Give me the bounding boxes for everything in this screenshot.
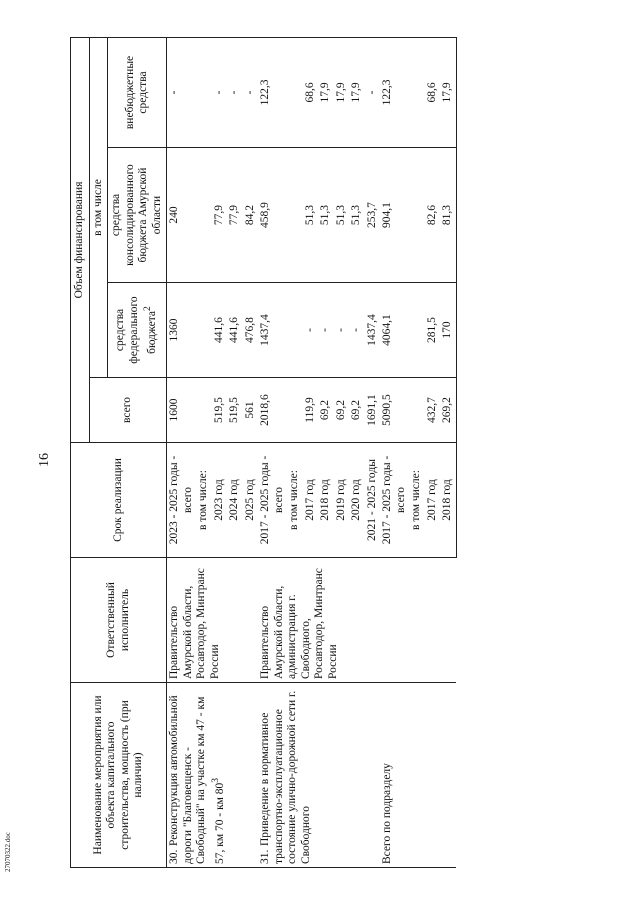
total-cell	[287, 378, 303, 443]
federal-cell: 170	[440, 283, 456, 378]
federal-cell	[287, 283, 303, 378]
regional-cell: 51,3	[349, 148, 365, 283]
period-cell: в том числе:	[196, 443, 212, 558]
extra-cell: 17,9	[440, 37, 456, 147]
total-cell: 119,9	[303, 378, 319, 443]
total-cell: 1691,1	[365, 378, 381, 443]
header-including: в том числе	[89, 37, 108, 377]
regional-cell: 77,9	[212, 148, 228, 283]
page-number: 16	[37, 453, 52, 467]
item-name-text: Всего по подразделу	[381, 763, 393, 864]
item-name	[380, 683, 456, 868]
table-row	[380, 37, 409, 867]
total-cell	[196, 378, 212, 443]
federal-cell: 4064,1	[380, 283, 409, 378]
extra-cell: -	[167, 37, 197, 147]
extra-cell: 122,3	[380, 37, 409, 147]
regional-cell: 904,1	[380, 148, 409, 283]
table-body	[167, 37, 457, 867]
funding-table-rotated	[70, 38, 570, 868]
period-cell: 2019 год	[334, 443, 350, 558]
header-funding: Объем финансирования	[71, 37, 90, 442]
period-cell: 2023 год	[212, 443, 228, 558]
item-number: 31.	[259, 849, 271, 864]
total-cell: 1600	[167, 378, 197, 443]
extra-cell	[196, 37, 212, 147]
total-cell: 561	[243, 378, 259, 443]
total-cell	[409, 378, 425, 443]
regional-cell: 253,7	[365, 148, 381, 283]
table-row	[258, 37, 287, 867]
regional-cell: 82,6	[425, 148, 441, 283]
federal-cell: 441,6	[227, 283, 243, 378]
header-extra: внебюджетные средства	[108, 37, 167, 147]
period-cell: 2017 год	[425, 443, 441, 558]
regional-cell: 51,3	[303, 148, 319, 283]
total-cell: 432,7	[425, 378, 441, 443]
extra-cell: -	[227, 37, 243, 147]
extra-cell	[409, 37, 425, 147]
federal-cell: -	[349, 283, 365, 378]
extra-cell: 68,6	[425, 37, 441, 147]
regional-cell: 81,3	[440, 148, 456, 283]
total-cell: 519,5	[212, 378, 228, 443]
federal-cell: -	[334, 283, 350, 378]
period-cell: 2018 год	[318, 443, 334, 558]
total-cell: 69,2	[334, 378, 350, 443]
period-cell: 2023 - 2025 годы - всего	[167, 443, 197, 558]
extra-cell: -	[243, 37, 259, 147]
federal-cell	[196, 283, 212, 378]
extra-cell: -	[212, 37, 228, 147]
period-cell: 2017 год	[303, 443, 319, 558]
regional-cell	[287, 148, 303, 283]
total-cell: 69,2	[349, 378, 365, 443]
regional-cell: 240	[167, 148, 197, 283]
period-cell: 2024 год	[227, 443, 243, 558]
federal-cell: 281,5	[425, 283, 441, 378]
period-cell: 2018 год	[440, 443, 456, 558]
footnote-ref: 3	[209, 777, 221, 783]
period-cell: в том числе:	[287, 443, 303, 558]
federal-cell: -	[303, 283, 319, 378]
item-name-text: Приведение в нормативное транспортно-эксплуатационное состояние улично-дорожной сети г. Свободного	[259, 690, 312, 864]
total-cell: 69,2	[318, 378, 334, 443]
item-name	[258, 683, 380, 868]
total-cell: 5090,5	[380, 378, 409, 443]
federal-cell: 476,8	[243, 283, 259, 378]
extra-cell	[287, 37, 303, 147]
federal-cell: 1437,4	[365, 283, 381, 378]
period-cell: 2025 год	[243, 443, 259, 558]
header-federal: средства федерального бюджета$^2$	[108, 283, 167, 378]
footer-filename: 27070322.doc	[4, 832, 12, 872]
total-cell: 269,2	[440, 378, 456, 443]
regional-cell	[409, 148, 425, 283]
extra-cell: 68,6	[303, 37, 319, 147]
header-total: всего	[89, 378, 167, 443]
regional-cell: 77,9	[227, 148, 243, 283]
period-cell: 2017 - 2025 годы - всего	[258, 443, 287, 558]
federal-cell: 1360	[167, 283, 197, 378]
federal-cell: 1437,4	[258, 283, 287, 378]
period-cell: 2021 - 2025 годы	[365, 443, 381, 558]
federal-cell: 441,6	[212, 283, 228, 378]
federal-cell	[409, 283, 425, 378]
period-cell: в том числе:	[409, 443, 425, 558]
header-name: Наименование мероприятия или объекта капитального строительства, мощность (при наличии)	[71, 683, 167, 868]
item-executor: Правительство Амурской области, Росавтодор, Минтранс России	[167, 558, 259, 683]
extra-cell: 17,9	[334, 37, 350, 147]
regional-cell: 84,2	[243, 148, 259, 283]
period-cell: 2017 - 2025 годы - всего	[380, 443, 409, 558]
regional-cell: 51,3	[318, 148, 334, 283]
header-executor: Ответственный исполнитель	[71, 558, 167, 683]
extra-cell: 122,3	[258, 37, 287, 147]
item-number: 30.	[168, 849, 180, 864]
total-cell: 519,5	[227, 378, 243, 443]
header-period: Срок реализации	[71, 443, 167, 558]
federal-cell: -	[318, 283, 334, 378]
item-executor	[380, 558, 456, 683]
item-name	[167, 683, 259, 868]
total-cell: 2018,6	[258, 378, 287, 443]
extra-cell: 17,9	[318, 37, 334, 147]
item-executor: Правительство Амурской области, администрация г. Свободного, Росавтодор, Минтранс России	[258, 558, 380, 683]
table-row	[167, 37, 197, 867]
extra-cell: -	[365, 37, 381, 147]
regional-cell: 51,3	[334, 148, 350, 283]
period-cell: 2020 год	[349, 443, 365, 558]
regional-cell	[196, 148, 212, 283]
extra-cell: 17,9	[349, 37, 365, 147]
regional-cell: 458,9	[258, 148, 287, 283]
funding-table	[70, 37, 457, 868]
item-name-text: Реконструкция автомобильной дороги "Благовещенск - Свободный" на участке км 47 - км 57, км 70 - км 80	[168, 695, 226, 864]
header-regional: средства консолидированного бюджета Амурской области	[108, 148, 167, 283]
